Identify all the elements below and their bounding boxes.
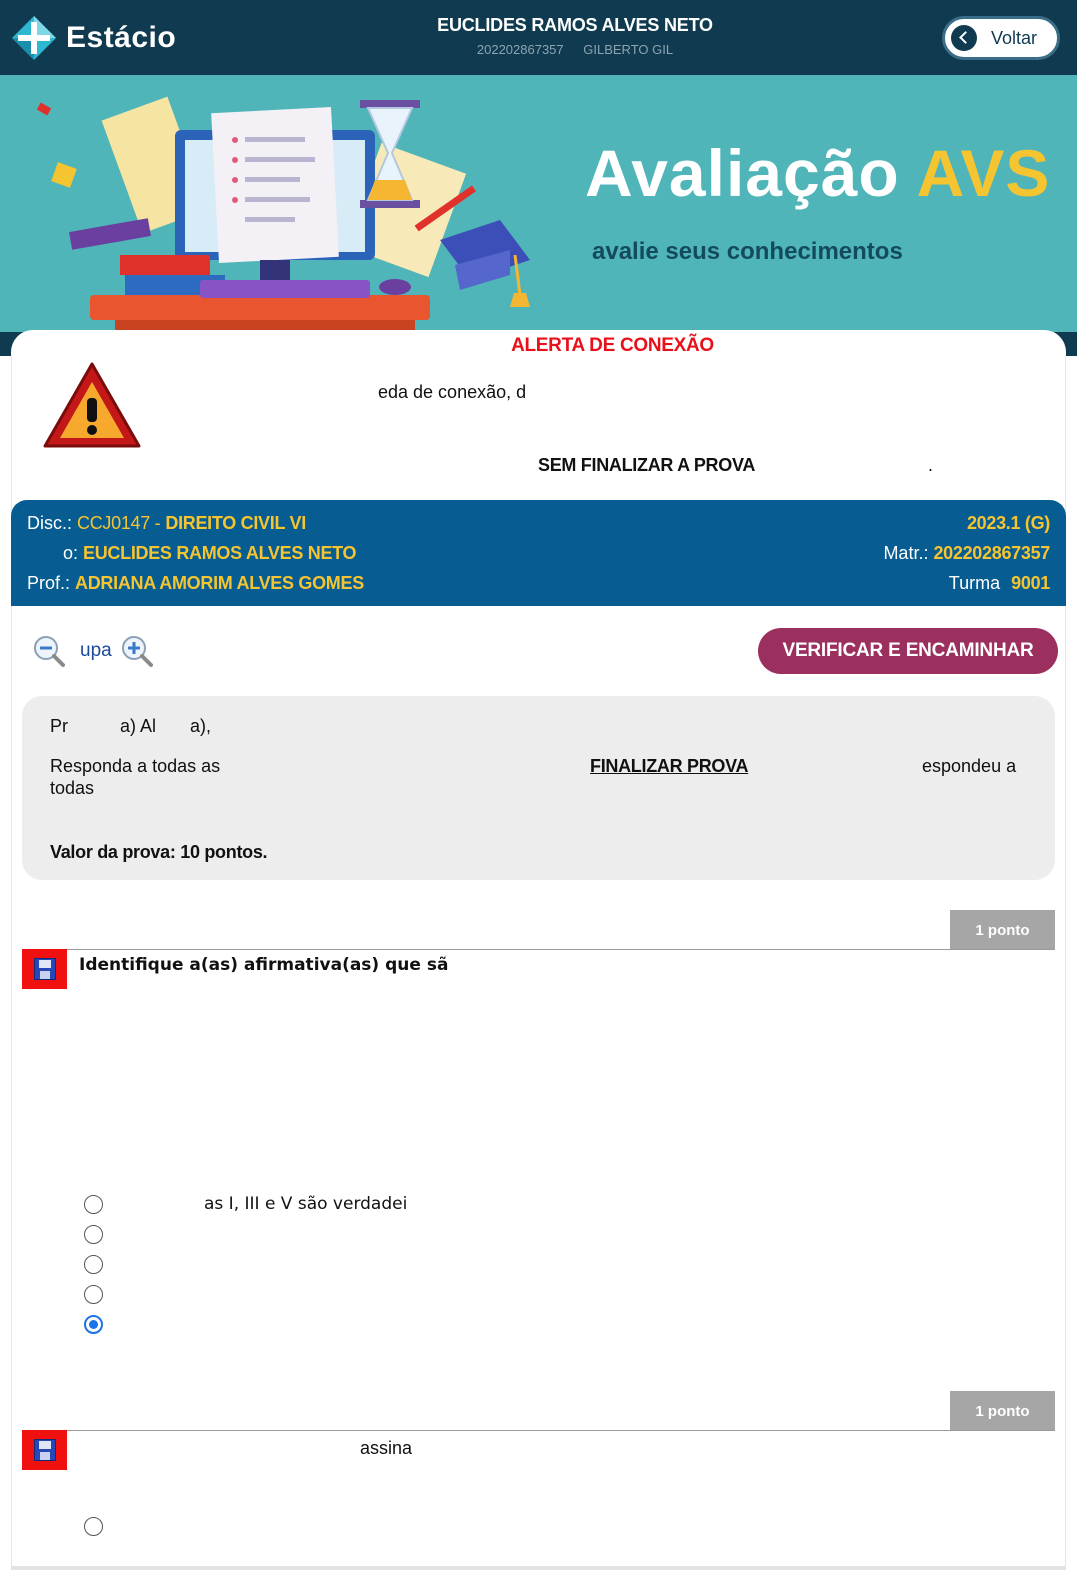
instructions-line2-b: todas	[50, 778, 95, 798]
instructions-line1-b: a) Al	[120, 716, 157, 736]
course-info-box	[11, 500, 1066, 606]
card-bottom-edge	[11, 1566, 1066, 1570]
instructions-line1-a: Pr	[50, 716, 68, 736]
student-id: 202202867357	[476, 42, 564, 57]
alert-message-line2: SEM FINALIZAR A PROVA	[538, 455, 756, 475]
matr-label: Matr.:	[883, 543, 929, 563]
question-divider	[22, 949, 1055, 950]
instructions-line2-c: espondeu a	[922, 756, 1017, 776]
finalize-exam-link[interactable]: FINALIZAR PROVA	[590, 756, 749, 776]
answer-option-radio[interactable]	[84, 1517, 103, 1536]
banner-title-main: Avaliação	[585, 136, 900, 210]
course-info-row-professor	[27, 573, 1050, 597]
discipline-name: DIREITO CIVIL VI	[165, 513, 306, 533]
student-label: o:	[63, 543, 79, 563]
answer-option-radio[interactable]	[84, 1285, 103, 1304]
answer-option-radio[interactable]	[84, 1255, 103, 1274]
exam-value: Valor da prova: 10 pontos.	[50, 842, 268, 862]
verify-submit-button[interactable]: VERIFICAR E ENCAMINHAR	[758, 628, 1058, 674]
turma-label: Turma	[948, 573, 1001, 593]
back-button[interactable]	[942, 16, 1060, 60]
exam-banner	[0, 75, 1077, 355]
student-meta	[380, 42, 770, 57]
zoom-label: upa	[80, 640, 112, 661]
discipline-label: Disc.:	[27, 513, 72, 533]
answer-option-radio[interactable]	[84, 1195, 103, 1214]
question-points-badge: 1 ponto	[950, 910, 1055, 950]
professor-name: ADRIANA AMORIM ALVES GOMES	[75, 573, 364, 593]
instructions-box	[22, 696, 1055, 880]
banner-title	[585, 135, 1050, 211]
banner-subtitle: avalie seus conhecimentos	[592, 238, 903, 265]
student-header	[380, 15, 770, 57]
course-info-row-student	[27, 543, 1050, 567]
floppy-disk-icon	[34, 958, 56, 980]
logo-text: Estácio	[66, 21, 177, 54]
floppy-disk-icon	[34, 1439, 56, 1461]
instructions-line2-a: Responda a todas as	[50, 756, 221, 776]
warning-icon	[42, 360, 142, 450]
question-divider	[22, 1430, 1055, 1431]
banner-title-accent: AVS	[916, 136, 1051, 210]
turma-value: 9001	[1011, 573, 1050, 593]
answer-option-radio-selected[interactable]	[84, 1315, 103, 1334]
course-info-row-discipline	[27, 513, 1050, 537]
estacio-logo	[10, 14, 176, 62]
alert-message-line1: eda de conexão, d	[378, 382, 527, 402]
zoom-in-icon[interactable]	[120, 634, 154, 668]
student-name: EUCLIDES RAMOS ALVES NETO	[437, 15, 713, 35]
question-points-badge: 1 ponto	[950, 1391, 1055, 1431]
chevron-left-icon	[951, 25, 977, 51]
campus-name: GILBERTO GIL	[583, 42, 674, 57]
zoom-out-icon[interactable]	[32, 634, 66, 668]
instructions-line1-c: a),	[190, 716, 212, 736]
alert-message-end: .	[928, 455, 934, 475]
connection-alert-title: ALERTA DE CONEXÃO	[511, 335, 714, 356]
question-text: assina	[360, 1438, 413, 1458]
discipline-code: CCJ0147 -	[77, 513, 161, 533]
estacio-logo-icon	[10, 14, 58, 62]
professor-label: Prof.:	[27, 573, 71, 593]
student-name-value: EUCLIDES RAMOS ALVES NETO	[83, 543, 357, 563]
matr-value: 202202867357	[933, 543, 1050, 563]
top-bar	[0, 0, 1077, 75]
answer-option-radio[interactable]	[84, 1225, 103, 1244]
question-text: Identifique a(as) afirmativa(as) que sã	[79, 955, 449, 975]
period-value: 2023.1 (G)	[966, 513, 1050, 533]
save-answer-button[interactable]	[22, 1430, 67, 1470]
answer-option-text: as I, III e V são verdadei	[204, 1194, 408, 1214]
back-button-label: Voltar	[991, 27, 1038, 48]
save-answer-button[interactable]	[22, 949, 67, 989]
study-illustration	[30, 95, 590, 345]
